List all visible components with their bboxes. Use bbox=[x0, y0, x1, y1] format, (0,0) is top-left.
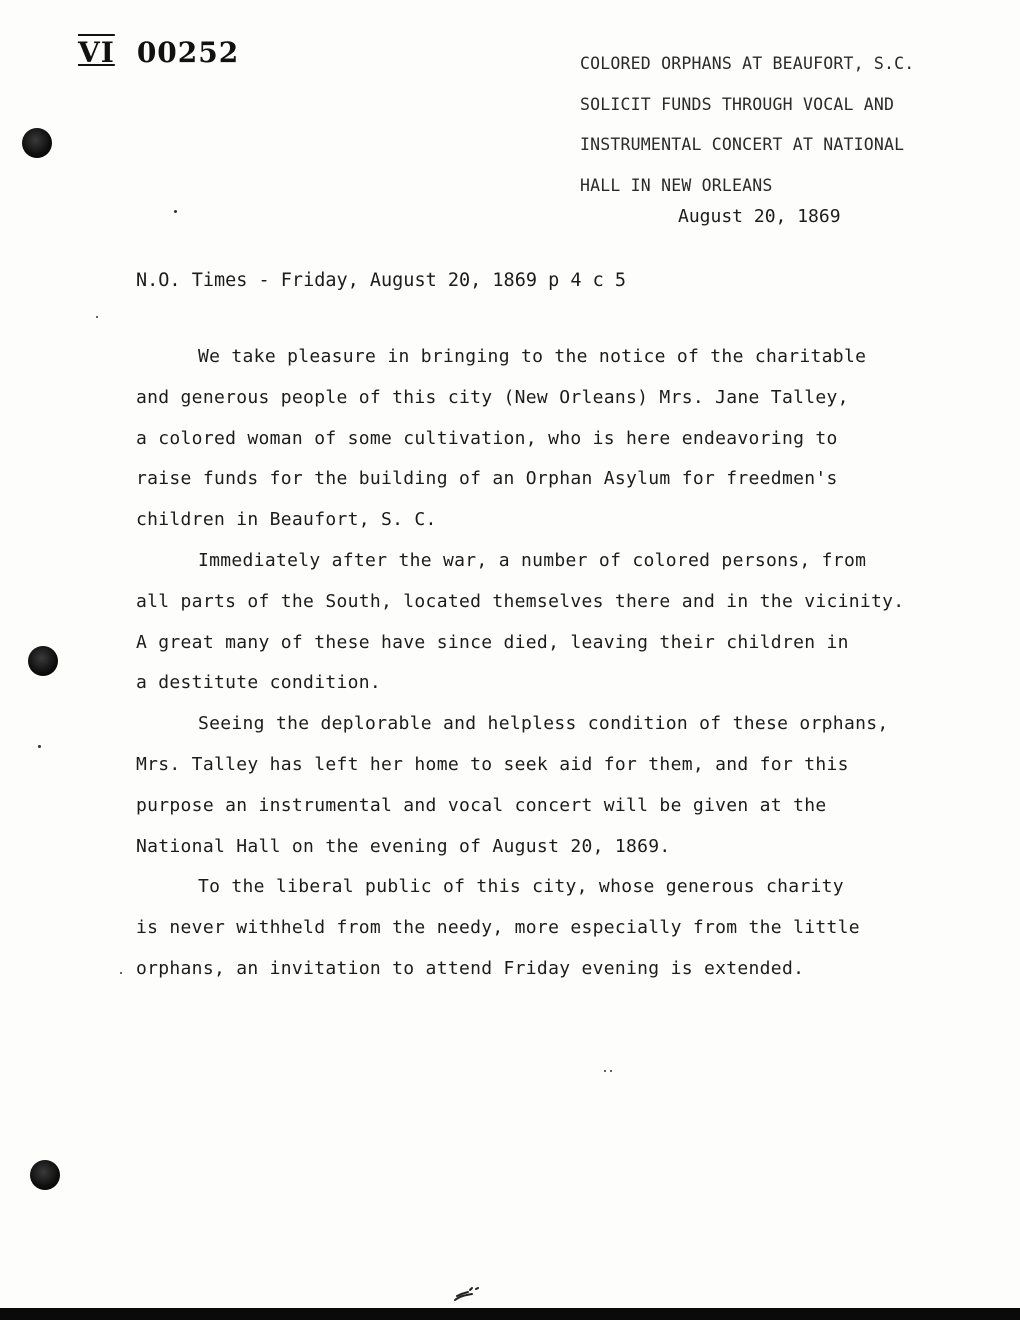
paper-speck bbox=[604, 1070, 606, 1072]
body-line: and generous people of this city (New Orleans) Mrs. Jane Talley, bbox=[136, 386, 849, 408]
document-id-number: 00252 bbox=[136, 36, 240, 69]
article-body bbox=[136, 337, 976, 990]
headline-line: INSTRUMENTAL CONCERT AT NATIONAL bbox=[580, 135, 905, 154]
paper-speck bbox=[610, 1070, 612, 1072]
document-id-roman: VI bbox=[78, 36, 115, 69]
punch-hole bbox=[28, 646, 58, 676]
paper-speck bbox=[96, 316, 98, 318]
paper-speck bbox=[38, 745, 41, 748]
body-line: Immediately after the war, a number of colored persons, from bbox=[198, 549, 867, 571]
headline bbox=[580, 44, 1000, 206]
body-line: To the liberal public of this city, whose generous charity bbox=[198, 876, 844, 898]
punch-hole bbox=[22, 128, 52, 158]
body-line: National Hall on the evening of August 20, 1869. bbox=[136, 835, 671, 857]
document-id bbox=[78, 36, 239, 69]
ink-smudge bbox=[452, 1286, 482, 1304]
body-line: a destitute condition. bbox=[136, 672, 382, 694]
paper-speck bbox=[174, 210, 177, 213]
source-citation: N.O. Times - Friday, August 20, 1869 p 4 c 5 bbox=[136, 270, 627, 291]
body-line: is never withheld from the needy, more especially from the little bbox=[136, 917, 860, 939]
scan-edge-bar bbox=[0, 1308, 1020, 1320]
headline-line: HALL IN NEW ORLEANS bbox=[580, 175, 773, 195]
paper-speck bbox=[120, 972, 122, 974]
body-line: A great many of these have since died, leaving their children in bbox=[136, 631, 849, 653]
body-line: raise funds for the building of an Orphan Asylum for freedmen's bbox=[136, 468, 838, 490]
body-line: purpose an instrumental and vocal concert will be given at the bbox=[136, 794, 827, 816]
body-line: Seeing the deplorable and helpless condition of these orphans, bbox=[198, 713, 889, 735]
body-line: all parts of the South, located themselves there and in the vicinity. bbox=[136, 590, 905, 612]
body-line: a colored woman of some cultivation, who is here endeavoring to bbox=[136, 427, 838, 449]
punch-hole bbox=[30, 1160, 60, 1190]
body-line: children in Beaufort, S. C. bbox=[136, 509, 437, 531]
body-line: We take pleasure in bringing to the notice of the charitable bbox=[198, 346, 867, 367]
body-line: orphans, an invitation to attend Friday evening is extended. bbox=[136, 957, 805, 979]
headline-line: COLORED ORPHANS AT BEAUFORT, S.C. bbox=[580, 54, 915, 73]
body-line: Mrs. Talley has left her home to seek aid for them, and for this bbox=[136, 753, 849, 775]
headline-line: SOLICIT FUNDS THROUGH VOCAL AND bbox=[580, 94, 895, 114]
headline-date: August 20, 1869 bbox=[678, 206, 841, 227]
